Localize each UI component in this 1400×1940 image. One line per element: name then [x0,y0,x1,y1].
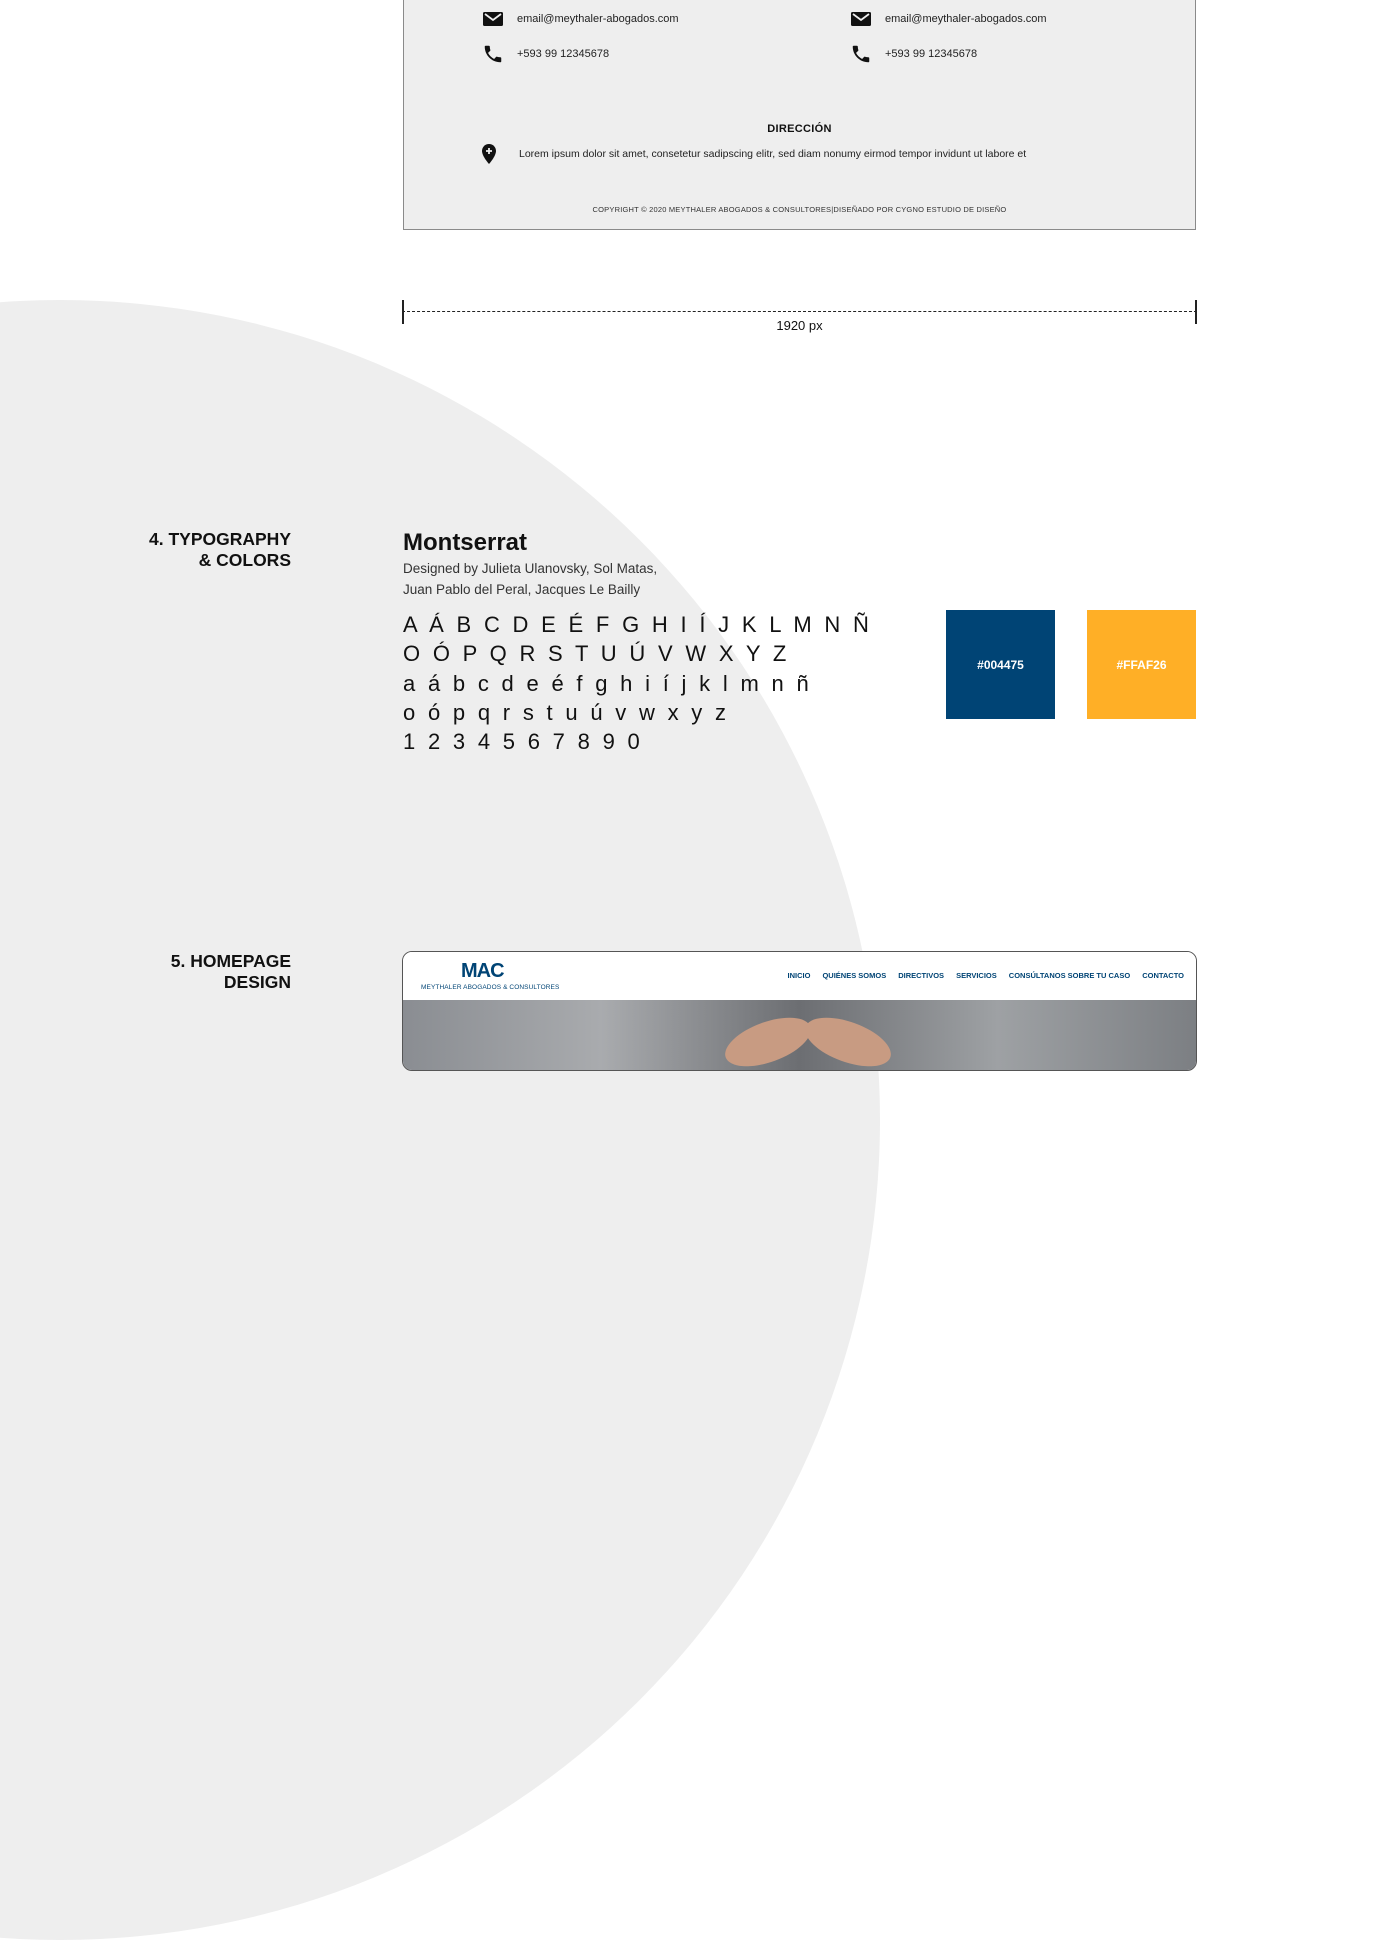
measure-label: 1920 px [776,318,823,333]
color-swatch-label: #FFAF26 [1116,657,1167,672]
homepage-mockup [402,951,1197,1071]
direccion-text: Lorem ipsum dolor sit amet, consetetur sadipscing elitr, sed diam nonumy eirmod tempor invidunt ut labore et [519,148,1027,160]
phone-icon [850,43,872,65]
contact-email[interactable]: email@meythaler-abogados.com [885,13,1047,25]
nav-item-quienes-somos[interactable]: QUIÉNES SOMOS [822,971,887,980]
main-nav [788,971,1184,980]
alphabet-line: 1 2 3 4 5 6 7 8 9 0 [403,729,644,755]
designers-line: Designed by Julieta Ulanovsky, Sol Matas, [403,561,658,576]
nav-item-servicios[interactable]: SERVICIOS [956,971,997,980]
logo-subtitle: MEYTHALER ABOGADOS & CONSULTORES [421,984,560,991]
section-title-line: 4. TYPOGRAPHY [149,529,291,549]
phone-icon [482,43,504,65]
direccion-row [482,144,1026,164]
contact-phone[interactable]: +593 99 12345678 [885,48,978,60]
measure-dashed-line [402,311,1197,312]
section-title-homepage [171,951,291,993]
nav-item-inicio[interactable]: INICIO [787,971,811,980]
location-pin-icon [482,144,496,164]
font-name: Montserrat [403,529,528,556]
color-swatch-label: #004475 [977,657,1024,672]
nav-item-directivos[interactable]: DIRECTIVOS [898,971,945,980]
mail-icon [850,11,872,27]
alphabet-line: O Ó P Q R S T U Ú V W X Y Z [403,641,790,667]
footer-mockup [403,0,1196,230]
logo[interactable]: MAC [461,960,504,982]
contact-phone[interactable]: +593 99 12345678 [517,48,610,60]
direccion-title: DIRECCIÓN [767,123,832,135]
color-swatch-orange [1087,610,1196,719]
alphabet-line: o ó p q r s t u ú v w x y z [403,699,730,725]
mail-icon [482,11,504,27]
nav-item-contacto[interactable]: CONTACTO [1142,971,1184,980]
alphabet-specimen [403,610,872,756]
contact-phone-row [850,43,977,65]
color-swatch-blue [946,610,1055,719]
section-title-line: DESIGN [223,972,291,992]
section-title-line: & COLORS [198,550,291,570]
alphabet-line: a á b c d e é f g h i í j k l m n ñ [403,670,812,696]
contact-email-row [850,11,1047,27]
designers-line: Juan Pablo del Peral, Jacques Le Bailly [403,582,641,597]
alphabet-line: A Á B C D E É F G H I Í J K L M N Ñ [403,612,873,637]
font-designers [403,558,657,600]
homepage-header [403,952,1196,1000]
contact-email[interactable]: email@meythaler-abogados.com [517,13,679,25]
contact-email-row [482,11,679,27]
hero-hand-right [799,1008,897,1071]
hero-image [403,1000,1196,1070]
section-title-line: 5. HOMEPAGE [170,951,291,971]
copyright-text: COPYRIGHT © 2020 MEYTHALER ABOGADOS & CONSULTORES|DISEÑADO POR CYGNO ESTUDIO DE DISEÑO [592,205,1007,214]
section-title-typography [149,529,291,571]
nav-item-consultanos[interactable]: CONSÚLTANOS SOBRE TU CASO [1008,971,1131,980]
hero-hand-left [719,1008,817,1071]
contact-phone-row [482,43,609,65]
